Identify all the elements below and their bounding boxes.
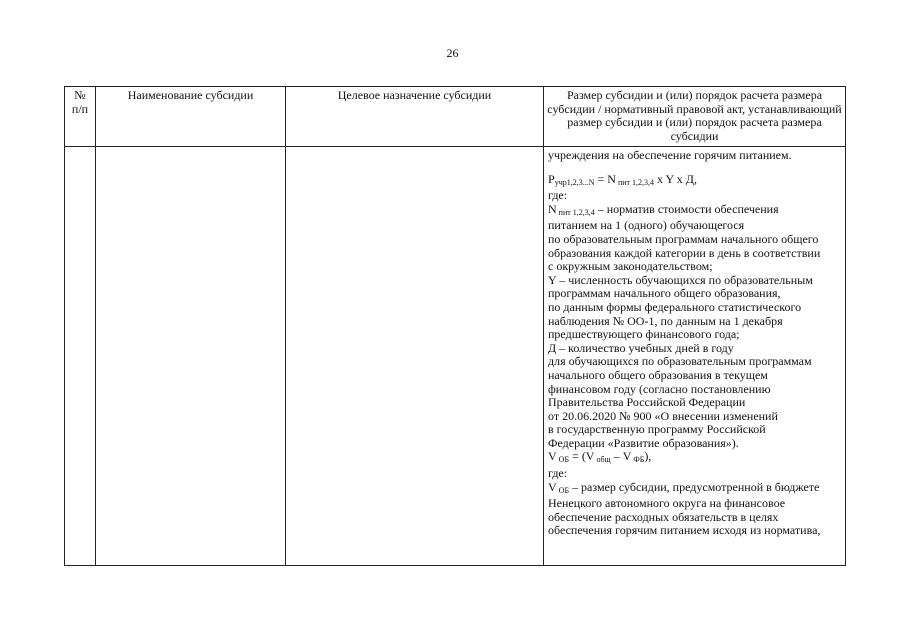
text-fragment: – размер субсидии, предусмотренной в бюджете <box>569 479 820 494</box>
formula-line <box>548 173 843 190</box>
text-line: питанием на 1 (одного) обучающегося <box>548 218 745 233</box>
header-subsidy-purpose: Целевое назначение субсидии <box>286 87 544 147</box>
formula-term: Р <box>548 171 555 186</box>
text-line: наблюдения № ОО-1, по данным на 1 декабря <box>548 313 783 328</box>
formula-line <box>548 450 843 467</box>
cell-number <box>65 147 96 566</box>
text-line: в государственную программу Российской <box>548 422 766 437</box>
text-line: учреждения на обеспечение горячим питанием. <box>548 148 792 162</box>
text-line: Y – численность обучающихся по образовательным <box>548 272 813 287</box>
subsidy-table <box>64 86 846 566</box>
text-line: образования каждой категории в день в соответствии <box>548 245 821 260</box>
subsidy-calculation-text <box>544 147 845 538</box>
formula-subscript: учр1,2,3...N <box>554 177 595 187</box>
formula-term: = (V <box>569 449 595 464</box>
text-line: по образовательным программам начального общего <box>548 231 819 246</box>
header-subsidy-size: Размер субсидии и (или) порядок расчета размера субсидии / нормативный правовой акт, устанавливающий размер субсидии и (или) порядок расчета размера субсидии <box>544 87 846 147</box>
formula-term: = N <box>594 171 616 186</box>
text-fragment: – норматив стоимости обеспечения <box>594 201 779 216</box>
text-line: Федерации «Развитие образования»). <box>548 435 739 450</box>
formula-term: V <box>548 479 557 494</box>
text-line: по данным формы федерального статистического <box>548 299 802 314</box>
header-subsidy-name: Наименование субсидии <box>96 87 286 147</box>
text-line: финансовом году (согласно постановлению <box>548 381 771 396</box>
text-line: обеспечение расходных обязательств в целях <box>548 509 779 524</box>
formula-subscript: общ <box>594 455 611 465</box>
table-row <box>65 147 846 566</box>
formula-term: V <box>548 449 557 464</box>
formula-term: N <box>548 201 557 216</box>
formula-term: ), <box>644 449 652 464</box>
text-line: Д – количество учебных дней в году <box>548 340 734 355</box>
header-number: № п/п <box>65 87 96 147</box>
text-line: Ненецкого автономного округа на финансовое <box>548 496 786 511</box>
formula-term: x Y x Д, <box>654 171 697 186</box>
text-line: обеспечения горячим питанием исходя из норматива, <box>548 523 821 538</box>
text-line: где: <box>548 466 568 481</box>
formula-subscript: ОБ <box>556 485 570 495</box>
cell-subsidy-purpose <box>286 147 544 566</box>
text-line <box>548 481 843 498</box>
formula-subscript: ФБ <box>631 455 645 465</box>
formula-subscript: пит 1,2,3,4 <box>556 207 595 217</box>
text-line: предшествующего финансового года; <box>548 327 740 342</box>
table-header-row <box>65 87 846 147</box>
formula-subscript: ОБ <box>556 455 570 465</box>
formula-subscript: пит 1,2,3,4 <box>615 177 654 187</box>
cell-subsidy-size <box>544 147 846 566</box>
text-line <box>548 203 843 220</box>
page-number: 26 <box>446 46 459 60</box>
text-line: Правительства Российской Федерации <box>548 395 746 410</box>
text-line: где: <box>548 188 568 203</box>
formula-term: – V <box>610 449 632 464</box>
text-line: программам начального общего образования, <box>548 286 781 301</box>
text-line: с окружным законодательством; <box>548 259 713 274</box>
cell-subsidy-name <box>96 147 286 566</box>
text-line: от 20.06.2020 № 900 «О внесении изменений <box>548 408 778 423</box>
text-line: для обучающихся по образовательным программам <box>548 354 812 369</box>
text-line: начального общего образования в текущем <box>548 367 768 382</box>
